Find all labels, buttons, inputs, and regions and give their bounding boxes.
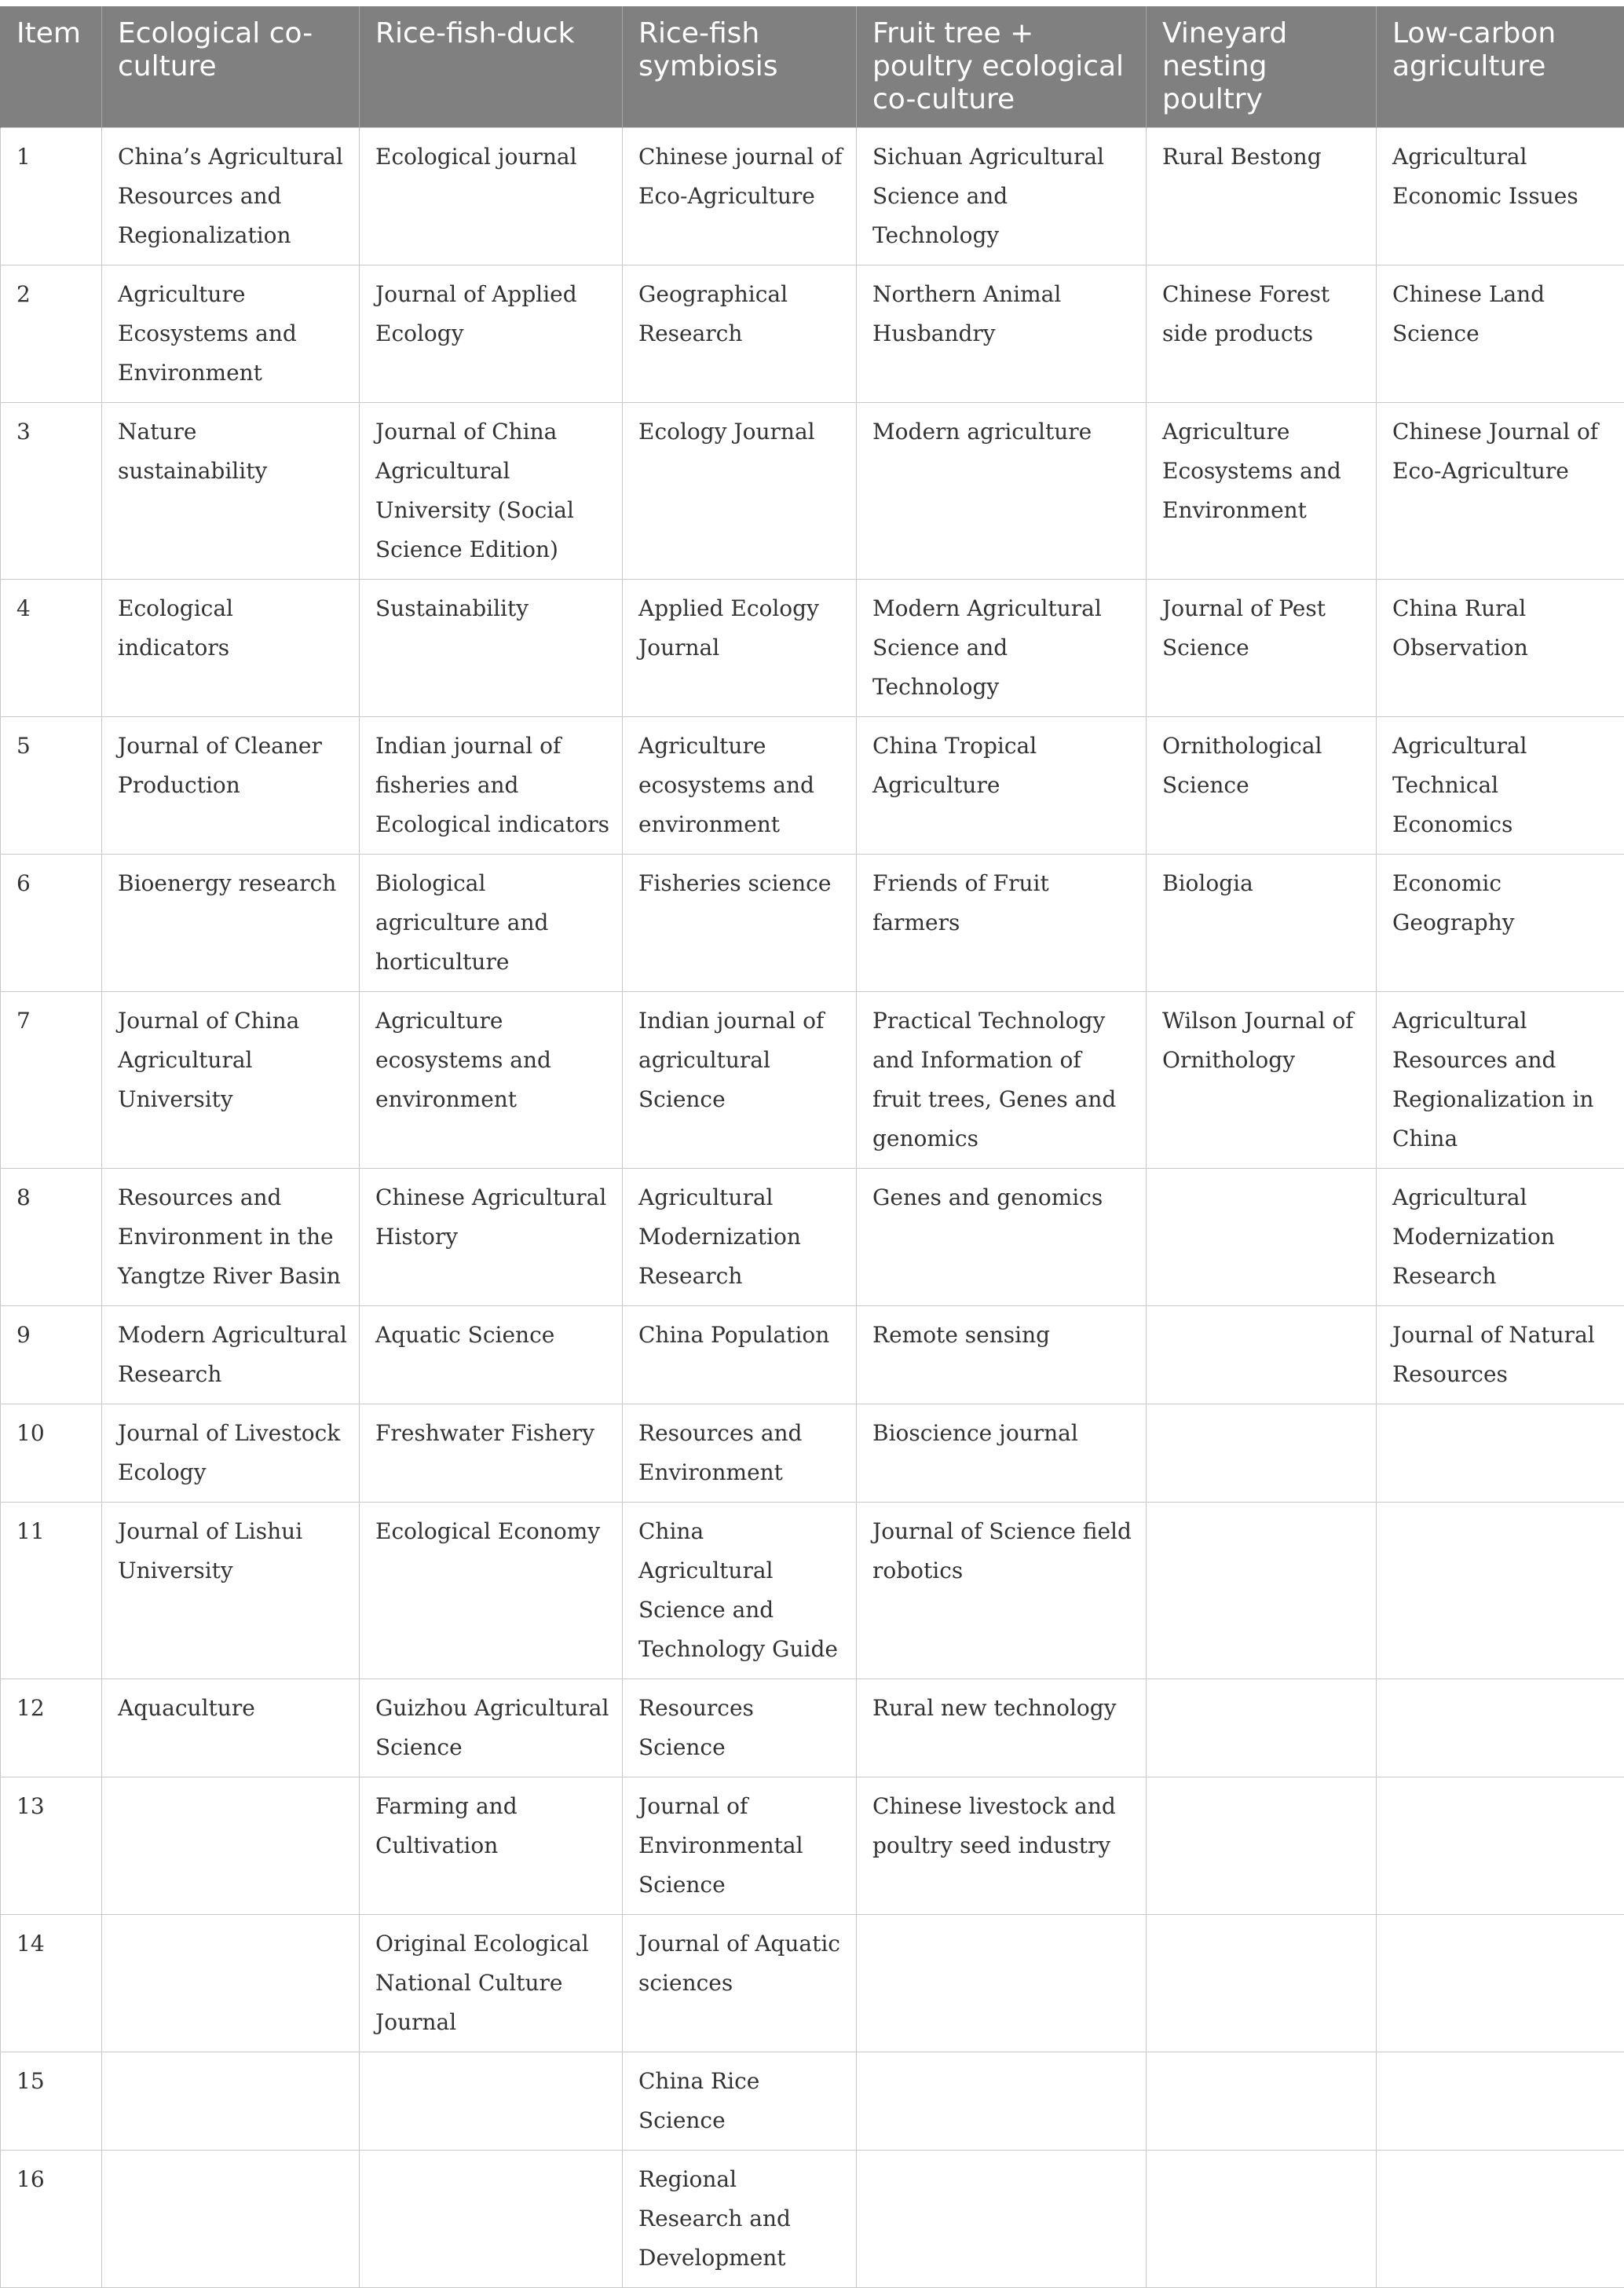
table-cell: Journal of Applied Ecology	[360, 265, 623, 403]
table-cell	[857, 1915, 1147, 2052]
table-cell: Journal of Science field robotics	[857, 1503, 1147, 1679]
header-cell-ecological-co-culture: Ecological co-culture	[102, 6, 360, 128]
table-cell-item-number: 10	[1, 1404, 102, 1503]
table-cell: Guizhou Agricultural Science	[360, 1679, 623, 1777]
table-cell: Biologia	[1147, 855, 1377, 992]
table-row	[1, 1306, 1624, 1404]
table-cell: Agricultural Technical Economics	[1377, 717, 1624, 855]
table-cell	[1377, 1679, 1624, 1777]
table-cell-item-number: 15	[1, 2052, 102, 2151]
table-row	[1, 1915, 1624, 2052]
table-row	[1, 1503, 1624, 1679]
table-cell-item-number: 5	[1, 717, 102, 855]
table-cell: Journal of Environmental Science	[623, 1777, 857, 1915]
table-cell: Chinese Land Science	[1377, 265, 1624, 403]
table-cell: Rural new technology	[857, 1679, 1147, 1777]
table-cell	[1147, 2151, 1377, 2288]
header-cell-low-carbon-agriculture: Low-carbon agriculture	[1377, 6, 1624, 128]
table-cell	[1377, 1404, 1624, 1503]
table-cell: Agricultural Modernization Research	[623, 1169, 857, 1306]
table-cell	[1147, 1777, 1377, 1915]
table-cell: Journal of Natural Resources	[1377, 1306, 1624, 1404]
table-cell: Modern agriculture	[857, 403, 1147, 580]
table-cell	[1377, 1777, 1624, 1915]
table-cell: Wilson Journal of Ornithology	[1147, 992, 1377, 1169]
table-header	[1, 6, 1624, 128]
table-row	[1, 403, 1624, 580]
table-cell: Chinese Agricultural History	[360, 1169, 623, 1306]
table-cell	[1147, 1503, 1377, 1679]
table-cell: Agriculture Ecosystems and Environment	[102, 265, 360, 403]
table-cell: Resources and Environment	[623, 1404, 857, 1503]
table-row	[1, 2052, 1624, 2151]
header-row	[1, 6, 1624, 128]
table-cell: Bioenergy research	[102, 855, 360, 992]
table-cell	[1147, 1404, 1377, 1503]
journal-table-container	[0, 6, 1624, 2288]
table-cell: Friends of Fruit farmers	[857, 855, 1147, 992]
table-cell	[102, 2151, 360, 2288]
table-cell: Aquatic Science	[360, 1306, 623, 1404]
table-cell	[1147, 1679, 1377, 1777]
table-cell-item-number: 13	[1, 1777, 102, 1915]
table-cell	[1147, 2052, 1377, 2151]
table-cell: Geographical Research	[623, 265, 857, 403]
table-cell	[360, 2052, 623, 2151]
table-cell: Chinese journal of Eco-Agriculture	[623, 128, 857, 265]
table-cell-item-number: 1	[1, 128, 102, 265]
table-row	[1, 2151, 1624, 2288]
table-cell-item-number: 3	[1, 403, 102, 580]
table-row	[1, 265, 1624, 403]
table-cell-item-number: 9	[1, 1306, 102, 1404]
table-cell: Farming and Cultivation	[360, 1777, 623, 1915]
table-cell: China Tropical Agriculture	[857, 717, 1147, 855]
table-cell: Journal of Cleaner Production	[102, 717, 360, 855]
table-cell: Journal of Pest Science	[1147, 580, 1377, 717]
table-cell: Chinese Journal of Eco-Agriculture	[1377, 403, 1624, 580]
header-cell-rice-fish-symbiosis: Rice-fish symbiosis	[623, 6, 857, 128]
table-cell: Remote sensing	[857, 1306, 1147, 1404]
table-cell	[1147, 1915, 1377, 2052]
table-row	[1, 1777, 1624, 1915]
table-cell-item-number: 16	[1, 2151, 102, 2288]
table-cell	[1377, 1503, 1624, 1679]
table-cell: China Population	[623, 1306, 857, 1404]
table-row	[1, 717, 1624, 855]
table-cell: Original Ecological National Culture Journal	[360, 1915, 623, 2052]
table-cell: Ornithological Science	[1147, 717, 1377, 855]
table-cell-item-number: 12	[1, 1679, 102, 1777]
table-cell	[1377, 2052, 1624, 2151]
table-cell: China Agricultural Science and Technology Guide	[623, 1503, 857, 1679]
table-cell	[1147, 1306, 1377, 1404]
table-cell: Ecological journal	[360, 128, 623, 265]
table-cell: China Rice Science	[623, 2052, 857, 2151]
table-cell: Bioscience journal	[857, 1404, 1147, 1503]
table-cell: Genes and genomics	[857, 1169, 1147, 1306]
table-cell: Agriculture ecosystems and environment	[360, 992, 623, 1169]
table-cell	[857, 2151, 1147, 2288]
table-cell-item-number: 7	[1, 992, 102, 1169]
header-cell-fruit-tree-poultry: Fruit tree + poultry ecological co-culture	[857, 6, 1147, 128]
journal-table	[0, 6, 1624, 2288]
table-cell	[857, 2052, 1147, 2151]
table-cell: China’s Agricultural Resources and Regionalization	[102, 128, 360, 265]
table-cell-item-number: 2	[1, 265, 102, 403]
header-cell-item: Item	[1, 6, 102, 128]
table-cell: Fisheries science	[623, 855, 857, 992]
table-cell	[102, 2052, 360, 2151]
table-cell: Agriculture ecosystems and environment	[623, 717, 857, 855]
table-cell: Agricultural Modernization Research	[1377, 1169, 1624, 1306]
table-cell: Indian journal of agricultural Science	[623, 992, 857, 1169]
header-cell-vineyard-nesting-poultry: Vineyard nesting poultry	[1147, 6, 1377, 128]
table-cell: Sichuan Agricultural Science and Technology	[857, 128, 1147, 265]
table-cell: Resources Science	[623, 1679, 857, 1777]
table-cell: Agriculture Ecosystems and Environment	[1147, 403, 1377, 580]
table-cell: Ecology Journal	[623, 403, 857, 580]
table-cell	[1377, 1915, 1624, 2052]
table-cell	[102, 1777, 360, 1915]
table-cell-item-number: 6	[1, 855, 102, 992]
table-cell	[102, 1915, 360, 2052]
table-row	[1, 1404, 1624, 1503]
table-cell: Ecological Economy	[360, 1503, 623, 1679]
table-cell-item-number: 11	[1, 1503, 102, 1679]
table-cell: Nature sustainability	[102, 403, 360, 580]
table-cell: Economic Geography	[1377, 855, 1624, 992]
table-cell: China Rural Observation	[1377, 580, 1624, 717]
table-row	[1, 855, 1624, 992]
table-cell: Journal of Aquatic sciences	[623, 1915, 857, 2052]
table-cell: Journal of China Agricultural University (Social Science Edition)	[360, 403, 623, 580]
table-cell: Journal of Livestock Ecology	[102, 1404, 360, 1503]
table-cell: Practical Technology and Information of fruit trees, Genes and genomics	[857, 992, 1147, 1169]
table-cell: Agricultural Resources and Regionalization in China	[1377, 992, 1624, 1169]
table-cell: Aquaculture	[102, 1679, 360, 1777]
table-row	[1, 580, 1624, 717]
table-cell: Modern Agricultural Research	[102, 1306, 360, 1404]
table-cell: Rural Bestong	[1147, 128, 1377, 265]
table-row	[1, 1679, 1624, 1777]
table-cell-item-number: 8	[1, 1169, 102, 1306]
table-cell: Regional Research and Development	[623, 2151, 857, 2288]
table-cell: Northern Animal Husbandry	[857, 265, 1147, 403]
table-cell: Indian journal of fisheries and Ecological indicators	[360, 717, 623, 855]
table-cell-item-number: 14	[1, 1915, 102, 2052]
table-row	[1, 1169, 1624, 1306]
table-cell: Sustainability	[360, 580, 623, 717]
header-cell-rice-fish-duck: Rice-fish-duck	[360, 6, 623, 128]
table-body	[1, 128, 1624, 2288]
table-cell: Modern Agricultural Science and Technology	[857, 580, 1147, 717]
table-cell: Agricultural Economic Issues	[1377, 128, 1624, 265]
table-cell: Biological agriculture and horticulture	[360, 855, 623, 992]
table-row	[1, 128, 1624, 265]
table-cell: Journal of Lishui University	[102, 1503, 360, 1679]
table-cell: Freshwater Fishery	[360, 1404, 623, 1503]
table-cell	[1377, 2151, 1624, 2288]
table-cell	[360, 2151, 623, 2288]
table-cell: Chinese Forest side products	[1147, 265, 1377, 403]
table-row	[1, 992, 1624, 1169]
table-cell: Journal of China Agricultural University	[102, 992, 360, 1169]
table-cell: Ecological indicators	[102, 580, 360, 717]
table-cell: Chinese livestock and poultry seed industry	[857, 1777, 1147, 1915]
table-cell-item-number: 4	[1, 580, 102, 717]
table-cell: Applied Ecology Journal	[623, 580, 857, 717]
table-cell: Resources and Environment in the Yangtze River Basin	[102, 1169, 360, 1306]
table-cell	[1147, 1169, 1377, 1306]
